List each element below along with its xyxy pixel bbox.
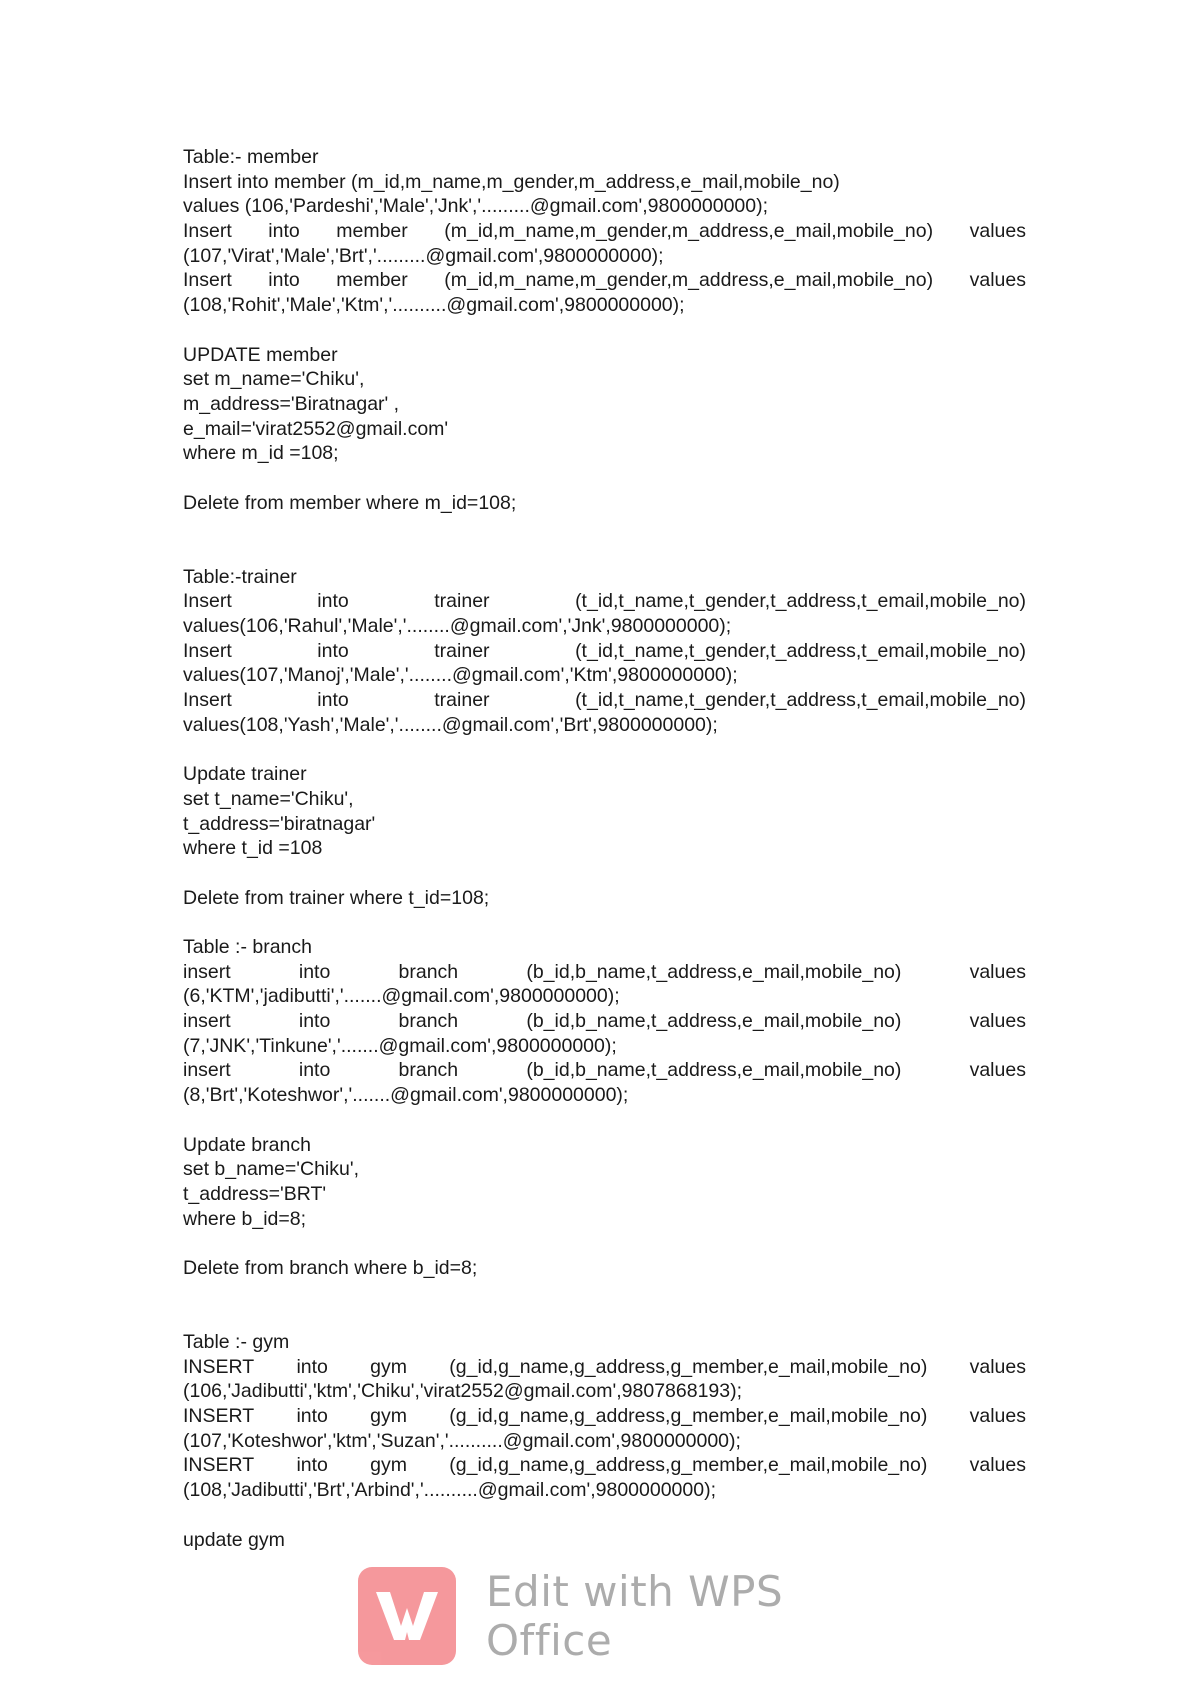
branch-update-line: Update branch <box>183 1133 311 1156</box>
trainer-update-line: where t_id =108 <box>183 837 323 860</box>
word: (b_id,b_name,t_address,e_mail,mobile_no) <box>526 960 902 983</box>
word: insert <box>183 1010 231 1033</box>
word: (b_id,b_name,t_address,e_mail,mobile_no) <box>526 1010 902 1033</box>
word: (g_id,g_name,g_address,g_member,e_mail,mobile_no) <box>449 1355 928 1378</box>
word: member <box>336 269 408 292</box>
section-title-branch: Table :- branch <box>183 936 312 959</box>
word: values <box>969 1405 1026 1428</box>
gym-insert-1-line-1 <box>183 1355 1026 1380</box>
trainer-insert-1-line-1 <box>183 589 1026 614</box>
word: INSERT <box>183 1405 255 1428</box>
word: gym <box>370 1405 408 1428</box>
word: into <box>296 1454 328 1477</box>
gym-insert-2-line-2: (107,'Koteshwor','ktm','Suzan','..........@gmail.com',9800000000); <box>183 1429 741 1452</box>
gym-update-start: update gym <box>183 1528 285 1551</box>
gym-insert-3-line-2: (108,'Jadibutti','Brt','Arbind','..........@gmail.com',9800000000); <box>183 1479 717 1502</box>
member-insert-3-line-2: (108,'Rohit','Male','Ktm','..........@gmail.com',9800000000); <box>183 294 685 317</box>
member-update-line: e_mail='virat2552@gmail.com' <box>183 417 449 440</box>
word: values <box>969 220 1026 243</box>
branch-update-line: t_address='BRT' <box>183 1182 327 1205</box>
word: into <box>268 220 300 243</box>
member-insert-1-line-2: values (106,'Pardeshi','Male','Jnk','.........@gmail.com',9800000000); <box>183 195 769 218</box>
word: into <box>317 689 349 712</box>
word: values <box>969 1454 1026 1477</box>
gym-insert-1-line-2: (106,'Jadibutti','ktm','Chiku','virat2552@gmail.com',9807868193); <box>183 1380 743 1403</box>
wps-logo-icon <box>358 1567 456 1665</box>
member-insert-2-line-2: (107,'Virat','Male','Brt','.........@gmail.com',9800000000); <box>183 244 664 267</box>
word: into <box>296 1405 328 1428</box>
word: (b_id,b_name,t_address,e_mail,mobile_no) <box>526 1059 902 1082</box>
branch-update-line: set b_name='Chiku', <box>183 1158 360 1181</box>
section-title-member: Table:- member <box>183 146 319 168</box>
trainer-insert-3-line-1 <box>183 688 1026 713</box>
word: into <box>317 639 349 662</box>
word: (g_id,g_name,g_address,g_member,e_mail,mobile_no) <box>449 1454 928 1477</box>
word: values <box>969 1059 1026 1082</box>
branch-update-line: where b_id=8; <box>183 1207 307 1230</box>
word: (t_id,t_name,t_gender,t_address,t_email,mobile_no) <box>575 639 1026 662</box>
gym-insert-3-line-1 <box>183 1453 1026 1478</box>
word: branch <box>398 1059 459 1082</box>
trainer-update-line: t_address='biratnagar' <box>183 812 376 835</box>
word: values <box>969 1010 1026 1033</box>
word: values <box>969 269 1026 292</box>
word: Insert <box>183 220 232 243</box>
word: into <box>268 269 300 292</box>
trainer-insert-2-line-1 <box>183 639 1026 664</box>
branch-insert-1-line-1 <box>183 960 1026 985</box>
member-insert-1-line-1: Insert into member (m_id,m_name,m_gender,m_address,e_mail,mobile_no) <box>183 170 840 193</box>
member-update-line: set m_name='Chiku', <box>183 368 365 391</box>
gym-insert-2-line-1 <box>183 1404 1026 1429</box>
word: values <box>969 960 1026 983</box>
branch-insert-2-line-2: (7,'JNK','Tinkune','.......@gmail.com',9800000000); <box>183 1034 617 1057</box>
member-update-line: UPDATE member <box>183 343 338 366</box>
member-update-line: where m_id =108; <box>183 442 339 465</box>
trainer-update-line: set t_name='Chiku', <box>183 787 354 810</box>
trainer-delete: Delete from trainer where t_id=108; <box>183 886 490 909</box>
word: trainer <box>434 689 490 712</box>
word: (g_id,g_name,g_address,g_member,e_mail,mobile_no) <box>449 1405 928 1428</box>
word: (t_id,t_name,t_gender,t_address,t_email,mobile_no) <box>575 689 1026 712</box>
branch-insert-1-line-2: (6,'KTM','jadibutti','.......@gmail.com',9800000000); <box>183 985 620 1008</box>
word: member <box>336 220 408 243</box>
trainer-update-line: Update trainer <box>183 763 307 786</box>
wps-edit-banner[interactable] <box>358 1564 918 1668</box>
member-delete: Delete from member where m_id=108; <box>183 491 517 514</box>
section-title-trainer: Table:-trainer <box>183 565 297 588</box>
word: branch <box>398 1010 459 1033</box>
word: insert <box>183 960 231 983</box>
word: Insert <box>183 639 232 662</box>
word: gym <box>370 1355 408 1378</box>
member-insert-3-line-1 <box>183 268 1026 293</box>
word: into <box>298 960 331 983</box>
word: (t_id,t_name,t_gender,t_address,t_email,mobile_no) <box>575 590 1026 613</box>
word: Insert <box>183 689 232 712</box>
word: INSERT <box>183 1454 255 1477</box>
branch-insert-3-line-1 <box>183 1058 1026 1083</box>
word: values <box>969 1355 1026 1378</box>
branch-insert-3-line-2: (8,'Brt','Koteshwor','.......@gmail.com',9800000000); <box>183 1084 629 1107</box>
word: INSERT <box>183 1355 255 1378</box>
section-title-gym: Table :- gym <box>183 1331 290 1354</box>
trainer-insert-3-line-2: values(108,'Yash','Male','........@gmail.com','Brt',9800000000); <box>183 713 718 736</box>
branch-delete: Delete from branch where b_id=8; <box>183 1256 478 1279</box>
wps-banner-text: Edit with WPS Office <box>486 1567 784 1665</box>
word: trainer <box>434 639 490 662</box>
trainer-insert-2-line-2: values(107,'Manoj','Male','........@gmail.com','Ktm',9800000000); <box>183 664 738 687</box>
member-update-line: m_address='Biratnagar' , <box>183 392 400 415</box>
word: Insert <box>183 590 232 613</box>
word: insert <box>183 1059 231 1082</box>
word: branch <box>398 960 459 983</box>
word: into <box>298 1059 331 1082</box>
word: Insert <box>183 269 232 292</box>
branch-insert-2-line-1 <box>183 1009 1026 1034</box>
word: into <box>317 590 349 613</box>
word: into <box>298 1010 331 1033</box>
word: gym <box>370 1454 408 1477</box>
member-insert-2-line-1 <box>183 219 1026 244</box>
trainer-insert-1-line-2: values(106,'Rahul','Male','........@gmail.com','Jnk',9800000000); <box>183 615 732 638</box>
word: (m_id,m_name,m_gender,m_address,e_mail,mobile_no) <box>444 269 934 292</box>
word: (m_id,m_name,m_gender,m_address,e_mail,mobile_no) <box>444 220 934 243</box>
document-page <box>183 145 1026 1552</box>
word: into <box>296 1355 328 1378</box>
wps-w-glyph-icon <box>374 1588 440 1644</box>
word: trainer <box>434 590 490 613</box>
